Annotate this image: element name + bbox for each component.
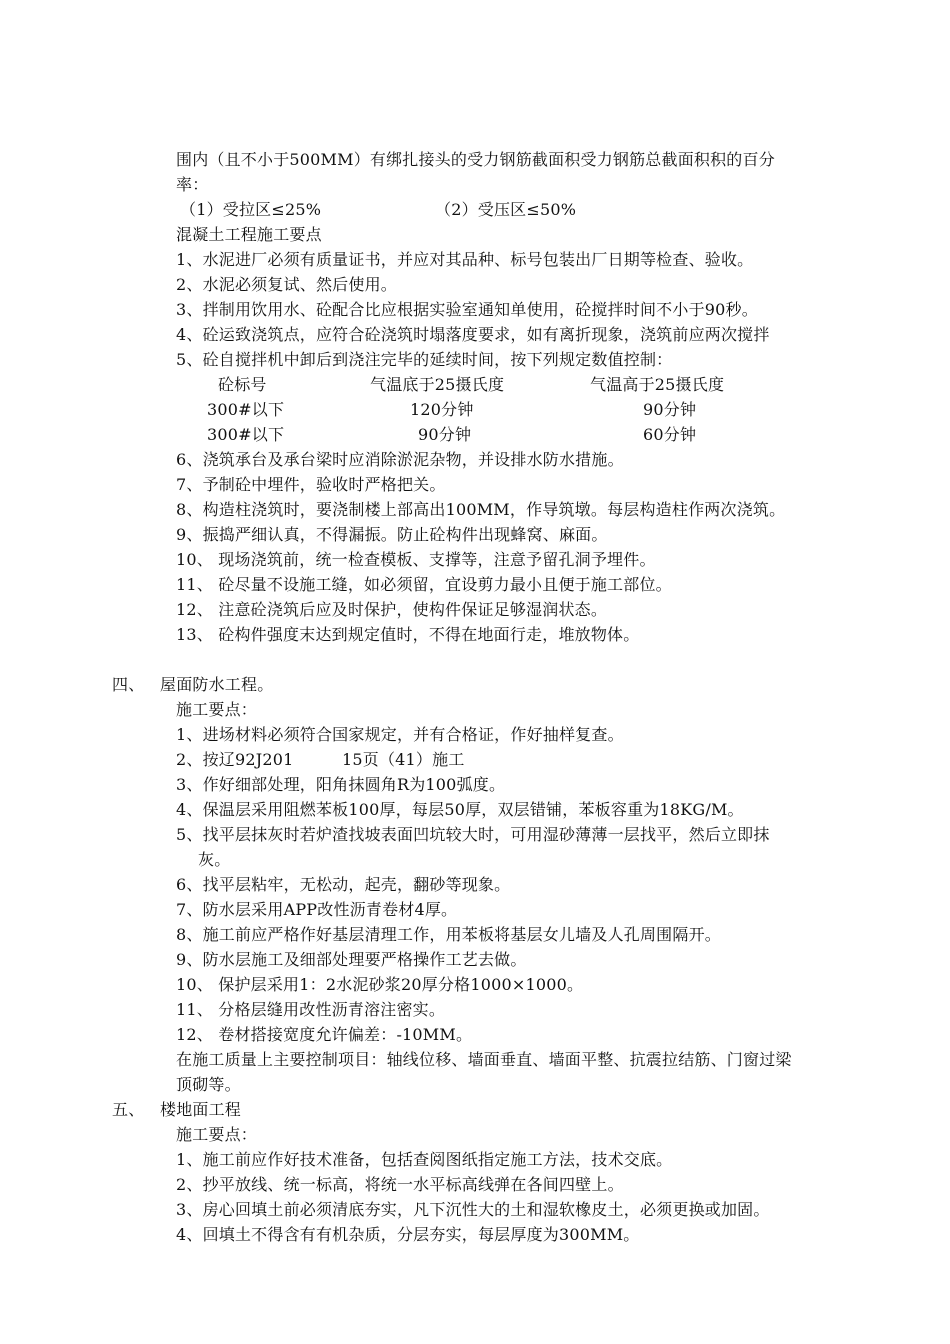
list-item: 1、水泥进厂必须有质量证书，并应对其品种、标号包装出厂日期等检查、验收。 [176, 250, 754, 269]
list-item: 10、 保护层采用1：2水泥砂浆20厚分格1000×1000。 [176, 975, 584, 994]
table-cell: 90分钟 [643, 400, 697, 419]
list-item: 12、 卷材搭接宽度允许偏差：-10MM。 [176, 1025, 473, 1044]
list-item: 4、砼运致浇筑点，应符合砼浇筑时塌落度要求，如有离折现象，浇筑前应两次搅拌 [176, 325, 770, 344]
list-item: 1、施工前应作好技术准备，包括查阅图纸指定施工方法，技术交底。 [176, 1150, 673, 1169]
list-item: 6、找平层粘牢，无松动，起壳，翻砂等现象。 [176, 875, 511, 894]
paragraph-line: 在施工质量上主要控制项目：轴线位移、墙面垂直、墙面平整、抗震拉结筋、门窗过梁 [176, 1050, 792, 1069]
list-item: 5、找平层抹灰时若炉渣找坡表面凹坑较大时，可用湿砂薄薄一层找平，然后立即抹 [176, 825, 770, 844]
list-item: 3、作好细部处理，阳角抹圆角R为100弧度。 [176, 775, 506, 794]
table-cell: 120分钟 [410, 400, 474, 419]
list-item-ref-page: 15页（41）施工 [342, 750, 465, 769]
list-item: 11、 砼尽量不设施工缝，如必须留，宜设剪力最小且便于施工部位。 [176, 575, 672, 594]
list-item: 2、水泥必须复试、然后使用。 [176, 275, 397, 294]
table-header-grade: 砼标号 [218, 375, 267, 394]
paragraph-line: 顶砌等。 [176, 1075, 241, 1094]
list-item: 4、回填土不得含有有机杂质，分层夯实，每层厚度为300MM。 [176, 1225, 640, 1244]
list-item: 3、拌制用饮用水、砼配合比应根据实验室通知单使用，砼搅拌时间不小于90秒。 [176, 300, 758, 319]
list-item: 13、 砼构件强度末达到规定值时，不得在地面行走，堆放物体。 [176, 625, 640, 644]
list-item: 11、 分格层缝用改性沥青溶注密实。 [176, 1000, 446, 1019]
table-cell: 60分钟 [643, 425, 697, 444]
list-item: 9、防水层施工及细部处理要严格操作工艺去做。 [176, 950, 527, 969]
table-header-low-temp: 气温底于25摄氏度 [370, 375, 505, 394]
list-item-continued: 灰。 [198, 850, 231, 869]
paragraph-line: 率： [176, 175, 209, 194]
list-item: 10、 现场浇筑前，统一检查模板、支撑等，注意予留孔洞予埋件。 [176, 550, 656, 569]
list-item: 4、保温层采用阻燃苯板100厚，每层50厚，双层错铺，苯板容重为18KG/M。 [176, 800, 744, 819]
section-number: 四、 [112, 675, 145, 694]
section-title: 楼地面工程 [160, 1100, 242, 1119]
subheading: 施工要点： [176, 1125, 258, 1144]
ratio-tension: （1）受拉区≤25% [180, 200, 322, 219]
list-item: 3、房心回填土前必须清底夯实，凡下沉性大的土和湿软橡皮土，必须更换或加固。 [176, 1200, 770, 1219]
list-item: 2、抄平放线、统一标高，将统一水平标高线弹在各间四壁上。 [176, 1175, 624, 1194]
table-cell: 90分钟 [418, 425, 472, 444]
list-item: 8、构造柱浇筑时，要浇制楼上部高出100MM，作导筑墩。每层构造柱作两次浇筑。 [176, 500, 786, 519]
section-title: 屋面防水工程。 [160, 675, 274, 694]
subheading: 混凝土工程施工要点 [176, 225, 322, 244]
ratio-compression: （2）受压区≤50% [435, 200, 577, 219]
table-cell: 300#以下 [207, 425, 285, 444]
list-item: 9、振捣严细认真，不得漏振。防止砼构件出现蜂窝、麻面。 [176, 525, 608, 544]
list-item: 5、砼自搅拌机中卸后到浇注完毕的延续时间，按下列规定数值控制： [176, 350, 673, 369]
list-item: 7、予制砼中埋件，验收时严格把关。 [176, 475, 446, 494]
list-item-ref: 2、按辽92J201 [176, 750, 294, 769]
table-cell: 300#以下 [207, 400, 285, 419]
table-header-high-temp: 气温高于25摄氏度 [590, 375, 725, 394]
paragraph-line: 围内（且不小于500MM）有绑扎接头的受力钢筋截面积受力钢筋总截面积积的百分 [176, 150, 775, 169]
subheading: 施工要点： [176, 700, 258, 719]
section-number: 五、 [112, 1100, 145, 1119]
list-item: 12、 注意砼浇筑后应及时保护，使构件保证足够湿润状态。 [176, 600, 608, 619]
list-item: 1、进场材料必须符合国家规定，并有合格证，作好抽样复查。 [176, 725, 624, 744]
list-item: 6、浇筑承台及承台梁时应消除淤泥杂物，并设排水防水措施。 [176, 450, 624, 469]
list-item: 7、防水层采用APP改性沥青卷材4厚。 [176, 900, 458, 919]
list-item: 8、施工前应严格作好基层清理工作，用苯板将基层女儿墙及人孔周围隔开。 [176, 925, 721, 944]
